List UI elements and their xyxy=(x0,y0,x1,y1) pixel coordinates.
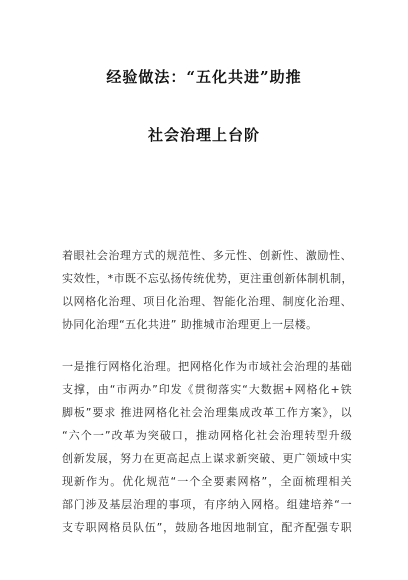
paragraph-intro xyxy=(62,244,352,336)
paragraph-line: 协同化治理“五化共进” 助推城市治理更上一层楼。 xyxy=(62,318,318,331)
document-title-line-1: 经验做法：“五化共进”助推 xyxy=(106,68,302,86)
paragraph-line: 实效性，*市既不忘弘扬传统优势，更注重创新体制机制， xyxy=(62,272,353,285)
paragraph-line: 支专职网格员队伍”，鼓励各地因地制宜，配齐配强专职 xyxy=(62,521,352,534)
paragraph-line: 支撑，由“市两办”印发《贯彻落实“大数据+网格化+铁 xyxy=(62,383,352,396)
paragraph-line: 着眼社会治理方式的规范性、多元性、创新性、激励性、 xyxy=(62,249,352,262)
paragraph-line: “六个一”改革为突破口，推动网格化社会治理转型升级 xyxy=(62,429,352,442)
paragraph-line: 以网格化治理、项目化治理、智能化治理、制度化治理、 xyxy=(62,295,352,308)
paragraph-line: 创新发展，努力在更高起点上谋求新突破、更广领域中实 xyxy=(62,452,352,465)
paragraph-line: 部门涉及基层治理的事项，有序纳入网格。组建培养“一 xyxy=(62,498,352,511)
paragraph-grid-governance xyxy=(62,355,352,539)
paragraph-line: 现新作为。优化规范“一个全要素网格”，全面梳理相关 xyxy=(62,475,352,488)
paragraph-line: 脚板”要求 推进网格化社会治理集成改革工作方案》，以 xyxy=(62,406,352,419)
document-title-line-2: 社会治理上台阶 xyxy=(147,126,260,144)
paragraph-line: 一是推行网格化治理。把网格化作为市域社会治理的基础 xyxy=(62,360,352,373)
